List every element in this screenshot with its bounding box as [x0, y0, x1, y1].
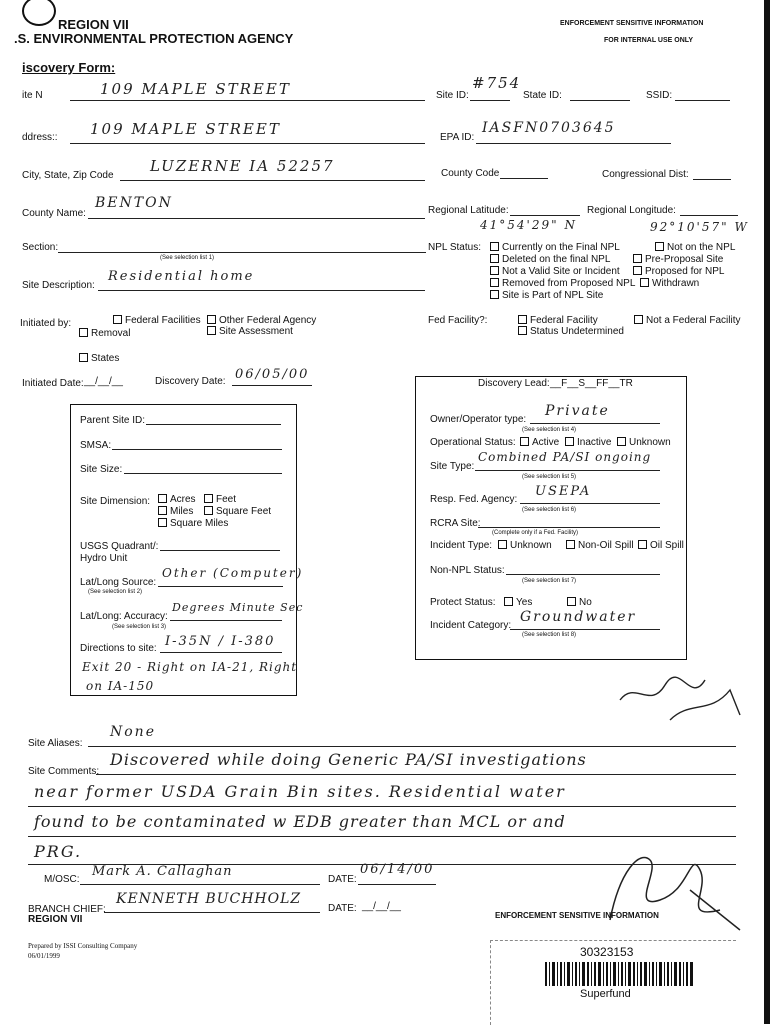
npl-option[interactable]: Currently on the Final NPL	[490, 242, 620, 253]
discovery-date-value[interactable]: 06/05/00	[235, 367, 310, 382]
rcra-hint: (Complete only if a Fed. Facility)	[492, 530, 579, 536]
directions-line[interactable]: Exit 20 - Right on IA-21, Right	[82, 660, 298, 674]
npl-option[interactable]: Site is Part of NPL Site	[490, 290, 603, 301]
handwritten-note	[610, 660, 750, 730]
owner-type-label: Owner/Operator type:	[430, 414, 527, 425]
npl-option[interactable]: Not a Valid Site or Incident	[490, 266, 620, 277]
non-npl-status-label: Non-NPL Status:	[430, 565, 505, 576]
epa-id-value[interactable]: IASFN0703645	[482, 120, 616, 136]
site-comments-line[interactable]: PRG.	[34, 842, 83, 861]
initiated-option[interactable]: Federal Facilities	[113, 315, 201, 326]
npl-option[interactable]: Deleted on the final NPL	[490, 254, 610, 265]
discovery-lead-label: Discovery Lead:	[478, 378, 550, 389]
dimension-option[interactable]: Miles	[158, 506, 193, 517]
protect-option[interactable]: Yes	[504, 597, 532, 608]
site-size-label: Site Size:	[80, 464, 123, 475]
site-name-value[interactable]: 109 MAPLE STREET	[100, 80, 291, 98]
address-value[interactable]: 109 MAPLE STREET	[90, 120, 281, 138]
directions-value[interactable]: I-35N / I-380	[165, 634, 276, 649]
mosc-signature[interactable]: Mark A. Callaghan	[92, 864, 233, 879]
section-hint: (See selection list 1)	[160, 255, 215, 261]
owner-type-value[interactable]: Private	[545, 403, 610, 419]
hydro-label: Hydro Unit	[80, 553, 128, 564]
congressional-label: Congressional Dist:	[602, 169, 689, 180]
site-id-label: Site ID:	[436, 90, 469, 101]
incident-type-option[interactable]: Oil Spill	[638, 540, 684, 551]
latlong-source-label: Lat/Long Source:	[80, 577, 157, 588]
dimension-option[interactable]: Square Miles	[158, 518, 228, 529]
operational-option[interactable]: Inactive	[565, 437, 611, 448]
incident-category-value[interactable]: Groundwater	[520, 609, 637, 625]
fed-facility-option[interactable]: Not a Federal Facility	[634, 315, 740, 326]
branch-chief-name[interactable]: KENNETH BUCHHOLZ	[116, 891, 302, 907]
site-comments-label: Site Comments:	[28, 766, 100, 777]
mosc-label: M/OSC:	[44, 874, 80, 885]
prepared-date-text: 06/01/1999	[28, 952, 60, 960]
incident-category-hint: (See selection list 8)	[522, 632, 577, 638]
directions-label: Directions to site:	[80, 643, 157, 654]
operational-option[interactable]: Unknown	[617, 437, 671, 448]
address-label: ddress::	[22, 132, 58, 143]
mosc-date-value[interactable]: 06/14/00	[360, 862, 435, 877]
barcode-label: Superfund	[580, 988, 631, 1000]
latitude-value[interactable]: 41°54'29" N	[480, 218, 577, 232]
resp-fed-agency-hint: (See selection list 6)	[522, 507, 577, 513]
discovery-lead-options[interactable]: __F__S__FF__TR	[550, 378, 633, 389]
sensitive-notice: ENFORCEMENT SENSITIVE INFORMATION	[560, 20, 704, 27]
state-id-label: State ID:	[523, 90, 562, 101]
form-title: iscovery Form:	[22, 60, 116, 75]
region-heading: REGION VII	[58, 17, 129, 32]
site-name-label: ite N	[22, 90, 43, 101]
npl-option[interactable]: Withdrawn	[640, 278, 699, 289]
footer-sensitive-notice: ENFORCEMENT SENSITIVE INFORMATION	[495, 911, 659, 920]
county-name-value[interactable]: BENTON	[95, 195, 173, 211]
resp-fed-agency-label: Resp. Fed. Agency:	[430, 494, 518, 505]
site-aliases-label: Site Aliases:	[28, 738, 83, 749]
non-npl-hint: (See selection list 7)	[522, 578, 577, 584]
site-comments-line[interactable]: Discovered while doing Generic PA/SI investigations	[110, 750, 587, 769]
smsa-label: SMSA:	[80, 440, 112, 451]
epa-id-label: EPA ID:	[440, 132, 475, 143]
site-dimension-label: Site Dimension:	[80, 496, 151, 507]
branch-date-label: DATE:	[328, 903, 357, 914]
incident-type-label: Incident Type:	[430, 540, 493, 551]
agency-heading: .S. ENVIRONMENTAL PROTECTION AGENCY	[14, 31, 294, 46]
incident-type-option[interactable]: Unknown	[498, 540, 552, 551]
latlong-accuracy-label: Lat/Long: Accuracy:	[80, 611, 168, 622]
resp-fed-agency-value[interactable]: USEPA	[535, 484, 592, 499]
npl-option[interactable]: Pre-Proposal Site	[633, 254, 723, 265]
npl-option[interactable]: Proposed for NPL	[633, 266, 725, 277]
regional-lat-label: Regional Latitude:	[428, 205, 509, 216]
site-type-value[interactable]: Combined PA/SI ongoing	[478, 450, 652, 464]
dimension-option[interactable]: Feet	[204, 494, 236, 505]
handwritten-signature	[590, 830, 750, 940]
protect-option[interactable]: No	[567, 597, 592, 608]
branch-chief-label: BRANCH CHIEF:	[28, 904, 106, 915]
branch-region-label: REGION VII	[28, 914, 83, 925]
latlong-accuracy-hint: (See selection list 3)	[112, 624, 167, 630]
fed-facility-label: Fed Facility?:	[428, 315, 488, 326]
barcode	[545, 962, 695, 986]
longitude-value[interactable]: 92°10'57" W	[650, 220, 749, 234]
latlong-source-value[interactable]: Other (Computer)	[162, 566, 304, 580]
discovery-date-label: Discovery Date:	[155, 376, 226, 387]
site-description-value[interactable]: Residential home	[108, 269, 255, 284]
mosc-date-label: DATE:	[328, 874, 357, 885]
city-value[interactable]: LUZERNE IA 52257	[150, 157, 335, 175]
initiated-option[interactable]: Other Federal Agency	[207, 315, 316, 326]
initiated-by-label: Initiated by:	[20, 318, 72, 329]
latlong-source-hint: (See selection list 2)	[88, 589, 143, 595]
owner-type-hint: (See selection list 4)	[522, 427, 577, 433]
site-aliases-value[interactable]: None	[110, 724, 156, 740]
county-code-label: County Code	[441, 168, 500, 179]
prepared-by-text: Prepared by ISSI Consulting Company	[28, 942, 138, 950]
initiated-date-label: Initiated Date:	[22, 378, 84, 389]
regional-long-label: Regional Longitude:	[587, 205, 676, 216]
epa-logo	[22, 0, 56, 26]
initiated-date-value[interactable]: __/__/__	[84, 376, 123, 387]
parent-site-id-label: Parent Site ID:	[80, 415, 146, 426]
site-type-label: Site Type:	[430, 461, 475, 472]
npl-option[interactable]: Not on the NPL	[655, 242, 735, 253]
incident-type-option[interactable]: Non-Oil Spill	[566, 540, 634, 551]
fed-facility-option[interactable]: Status Undetermined	[518, 326, 624, 337]
operational-option[interactable]: Active	[520, 437, 559, 448]
county-name-label: County Name:	[22, 208, 86, 219]
ssid-label: SSID:	[646, 90, 673, 101]
protect-status-label: Protect Status:	[430, 597, 496, 608]
site-comments-line[interactable]: found to be contaminated w EDB greater than MCL or and	[34, 812, 566, 831]
initiated-option[interactable]: Site Assessment	[207, 326, 293, 337]
initiated-option[interactable]: Removal	[79, 328, 130, 339]
dimension-option[interactable]: Acres	[158, 494, 196, 505]
directions-line[interactable]: on IA-150	[86, 679, 155, 693]
npl-option[interactable]: Removed from Proposed NPL	[490, 278, 635, 289]
city-label: City, State, Zip Code	[22, 170, 114, 181]
dimension-option[interactable]: Square Feet	[204, 506, 271, 517]
npl-status-label: NPL Status:	[428, 242, 481, 253]
usgs-label: USGS Quadrant/:	[80, 541, 159, 552]
latlong-accuracy-value[interactable]: Degrees Minute Sec	[172, 601, 304, 614]
internal-notice: FOR INTERNAL USE ONLY	[604, 37, 694, 44]
initiated-option[interactable]: States	[79, 353, 119, 364]
rcra-site-label: RCRA Site:	[430, 518, 481, 529]
site-id-value[interactable]: #754	[472, 74, 522, 92]
site-type-hint: (See selection list 5)	[522, 474, 577, 480]
incident-category-label: Incident Category:	[430, 620, 512, 631]
branch-date-value[interactable]: __/__/__	[362, 901, 401, 912]
scan-edge	[764, 0, 770, 1024]
site-comments-line[interactable]: near former USDA Grain Bin sites. Residential water	[34, 782, 566, 801]
fed-facility-option[interactable]: Federal Facility	[518, 315, 598, 326]
operational-status-label: Operational Status:	[430, 437, 516, 448]
barcode-number: 30323153	[580, 945, 634, 959]
section-label: Section:	[22, 242, 59, 253]
site-description-label: Site Description:	[22, 280, 95, 291]
